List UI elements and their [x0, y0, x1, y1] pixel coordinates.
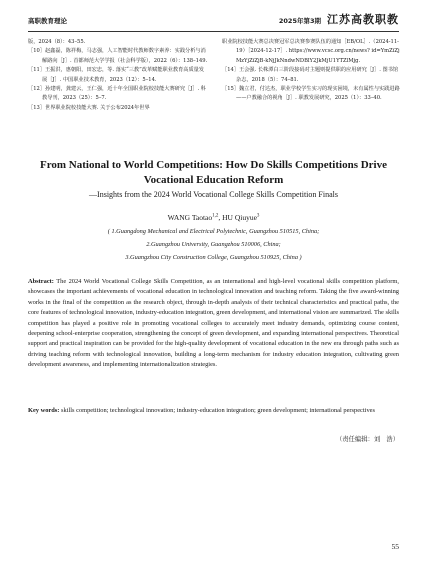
journal-section: 高职教育理论 — [28, 17, 67, 25]
journal-brand: 江苏高教职教 — [327, 13, 399, 26]
abstract — [28, 277, 399, 371]
author-name: WANG Taotao — [167, 213, 213, 222]
reference-item: ［11］王振洪，惠朝阳，田宏忠，等. 落实“三教”改革赋能职业教育高质量发展［J］. 中国职业技术教育，2023（12）：5–14. — [28, 67, 205, 83]
responsible-editor: （责任编辑：刘 浩） — [336, 436, 399, 443]
article-subtitle: —Insights from the 2024 World Vocational College Skills Competition Finals — [89, 190, 338, 199]
affiliation: 3.Guangzhou City Construction College, Guangzhou 510925, China ) — [125, 254, 302, 261]
keywords — [28, 406, 399, 416]
article-title-line: From National to World Competitions: How Do Skills Competitions Drive — [39, 159, 387, 171]
reference-item: ［12］孙建明，龚建云，王仁强，近十年全国职业院校技能大赛研究［J］. 科教导刊，2023（25）：5–7. — [28, 86, 206, 102]
article-title — [28, 158, 399, 188]
affiliation: ( 1.Guangdong Mechanical and Electrical Polytechnic, Guangzhou 510515, China; — [107, 228, 320, 235]
author-affiliation-mark: 1,2 — [212, 213, 219, 219]
keywords-text: skills competition; technological innovation; industry-education integration; green development; international perspectives — [59, 407, 375, 414]
running-header — [28, 10, 399, 30]
reference-item: 职业院校技能大赛总决赛冠军总决赛参赛队伍的通知［EB/OL］.（2024-11-19）［2024-12-17］. https://www.vcsc.org.cn/news? id=YmZiZjMzYjZiZjB-kNjJkNndwNDBlY2JkMjU1YTZlMjg. — [222, 39, 400, 64]
header-divider — [28, 31, 399, 32]
issue-label: 2025年第3期 — [278, 17, 321, 25]
reference-item: ［15］魏立君，付达杰，职业学校学生实习的现实困境，未有属性与实践进路——户教融合的视角［J］. 职教发展研究，2025（1）：33–40. — [222, 86, 400, 102]
references-right-column — [222, 38, 400, 104]
author-line — [28, 213, 399, 222]
references-left-column — [28, 38, 208, 113]
author-affiliation-mark: 3 — [256, 213, 260, 219]
reference-item: 版，2024（8）：43–55. — [28, 39, 86, 45]
affiliation: 2.Guangzhou University, Guangzhou 510006, China; — [146, 241, 281, 248]
keywords-label: Key words: — [28, 407, 60, 414]
reference-item: ［14］王会强. 长株潭白三阶段接码对主题则提供职的应用研究［J］. 图书馆杂志，2018（5）：74–81. — [222, 67, 399, 83]
reference-item: ［13］世界职业院校技能大赛. 关于公布2024年世界 — [28, 104, 150, 111]
author-name: HU Qiuyue — [222, 213, 257, 222]
article-title-line: Vocational Education Reform — [143, 174, 284, 186]
abstract-text: The 2024 World Vocational College Skills Competition, as an international and high-level vocational skills competition platform, showcases the important achievements of vocational education in technological innovation and teaching reform. Taking the five award-winning works in the final of the competition as the research object, through in-depth analysis of their technical characteristics and practical paths, the core features of technological innovation, industry-education integration, green development, and international vision are summarized. The skills competition has played a positive role in promoting vocational colleges to accurately meet industry demands, optimizing course content, deepening school-enterprise cooperation, strengthening the concept of green development, and expanding international perspectives. Theoretical support and practical inspiration can be provided for the high-quality development of vocational education in the new era through paths such as driving teaching reform with technological innovation, building a long-term mechanism for industry education integration, cultivating green development awareness, and implementing internationalization strategies. — [28, 278, 399, 369]
page-number: 55 — [391, 542, 399, 551]
author-separator: , — [218, 213, 223, 222]
reference-item: ［10］赵鑫磊，陈祥梅，马志强，人工智能时代教师数字素养：实践分析与消解路向［J］. 首都师范大学学报（社会科学版），2022（6）：138–149. — [28, 48, 208, 64]
abstract-label: Abstract: — [28, 278, 54, 285]
